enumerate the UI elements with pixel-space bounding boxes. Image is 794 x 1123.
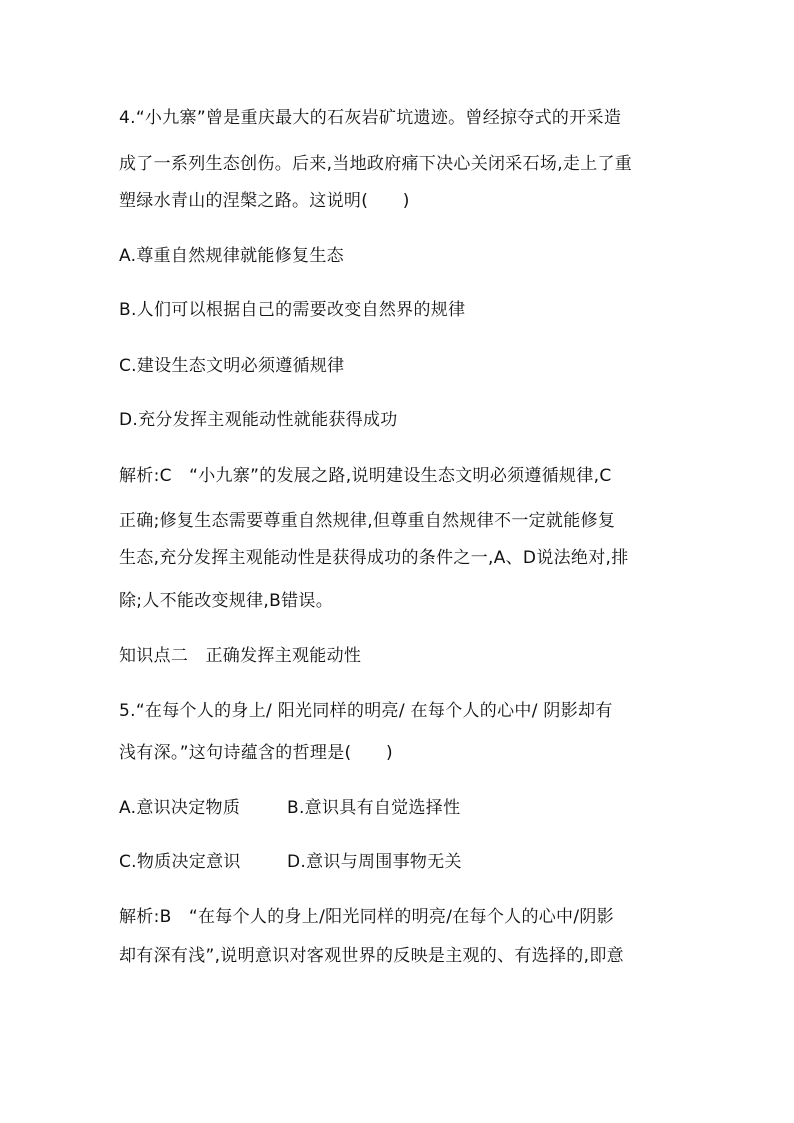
question-4-analysis-line-2: 正确;修复生态需要尊重自然规律,但尊重自然规律不一定就能修复 <box>119 511 616 531</box>
question-4-stem-line-1: 4.“小九寨”曾是重庆最大的石灰岩矿坑遗迹。曾经掠夺式的开采造 <box>119 108 622 128</box>
question-5-stem-line-2: 浅有深。”这句诗蕴含的哲理是( ) <box>119 743 393 763</box>
question-5-stem-line-1: 5.“在每个人的身上/ 阳光同样的明亮/ 在每个人的心中/ 阴影却有 <box>119 701 613 721</box>
question-4-option-c: C.建设生态文明必须遵循规律 <box>119 356 345 376</box>
question-5-option-d: D.意识与周围事物无关 <box>287 852 462 872</box>
section-title: 知识点二 正确发挥主观能动性 <box>119 646 362 666</box>
question-4-analysis-line-4: 除;人不能改变规律,B错误。 <box>119 591 333 611</box>
question-4-stem-line-2: 成了一系列生态创伤。后来,当地政府痛下决心关闭采石场,走上了重 <box>119 154 633 174</box>
question-5-option-a: A.意识决定物质 <box>119 798 241 818</box>
question-5-option-c: C.物质决定意识 <box>119 852 241 872</box>
question-5-analysis-line-1: 解析:B “在每个人的身上/阳光同样的明亮/在每个人的心中/阴影 <box>119 907 614 927</box>
question-4-option-d: D.充分发挥主观能动性就能获得成功 <box>119 410 398 430</box>
question-4-analysis-line-3: 生态,充分发挥主观能动性是获得成功的条件之一,A、D说法绝对,排 <box>119 548 629 568</box>
question-5-analysis-line-2: 却有深有浅”,说明意识对客观世界的反映是主观的、有选择的,即意 <box>119 946 624 966</box>
question-4-option-b: B.人们可以根据自己的需要改变自然界的规律 <box>119 300 466 320</box>
question-4-option-a: A.尊重自然规律就能修复生态 <box>119 246 344 266</box>
question-4-stem-line-3: 塑绿水青山的涅槃之路。这说明( ) <box>119 191 410 211</box>
question-5-option-b: B.意识具有自觉选择性 <box>287 798 461 818</box>
question-4-analysis-line-1: 解析:C “小九寨”的发展之路,说明建设生态文明必须遵循规律,C <box>119 466 612 486</box>
